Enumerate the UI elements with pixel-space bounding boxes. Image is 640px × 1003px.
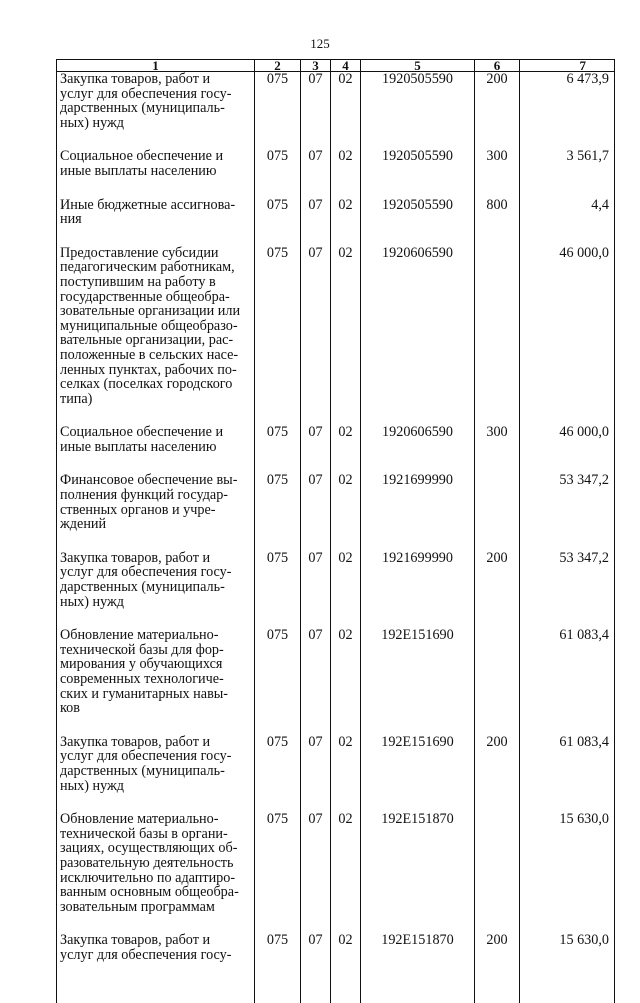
row-expense-type xyxy=(475,628,520,735)
row-expense-type xyxy=(475,246,520,426)
row-name-cell xyxy=(57,246,255,426)
column-header-4: 4 xyxy=(331,60,361,72)
row-name-cell xyxy=(57,933,255,1002)
row-name-line: услуг для обеспечения госу- xyxy=(60,748,232,765)
row-ministry-code: 075 xyxy=(255,246,301,426)
row-name-line: зовательные организации или xyxy=(60,303,241,320)
column-header-7: 7 xyxy=(520,60,615,72)
row-name-line: педагогическим работникам, xyxy=(60,259,235,276)
row-expense-type: 300 xyxy=(475,425,520,473)
row-amount: 46 000,0 xyxy=(520,425,615,473)
row-ministry-code: 075 xyxy=(255,473,301,550)
row-target-article: 1921699990 xyxy=(361,473,475,550)
row-expense-type: 200 xyxy=(475,551,520,628)
row-ministry-code: 075 xyxy=(255,628,301,735)
row-name-cell xyxy=(57,473,255,550)
row-subsection-code: 02 xyxy=(331,551,361,628)
row-name-line: технической базы для фор- xyxy=(60,641,224,658)
row-name-line: Социальное обеспечение и xyxy=(60,424,224,441)
row-expense-type xyxy=(475,812,520,933)
row-name-line: ванным основным общеобра- xyxy=(60,884,239,901)
row-target-article: 1920505590 xyxy=(361,198,475,246)
row-name-line: технической базы в органи- xyxy=(60,825,228,842)
table-row xyxy=(57,735,615,812)
row-name-line: ских и гуманитарных навы- xyxy=(60,685,229,702)
row-name-cell xyxy=(57,812,255,933)
table-row xyxy=(57,425,615,473)
row-name-cell xyxy=(57,72,255,150)
row-name-line: услуг для обеспечения госу- xyxy=(60,564,232,581)
row-subsection-code: 02 xyxy=(331,628,361,735)
page-number: 125 xyxy=(310,36,330,51)
row-name-line: услуг для обеспечения госу- xyxy=(60,85,232,102)
column-header-6: 6 xyxy=(475,60,520,72)
table-header-row xyxy=(57,60,615,72)
row-expense-type: 200 xyxy=(475,933,520,1002)
table-row xyxy=(57,628,615,735)
row-target-article: 1920505590 xyxy=(361,149,475,197)
row-expense-type: 800 xyxy=(475,198,520,246)
row-name-line: Социальное обеспечение и xyxy=(60,148,224,165)
row-ministry-code: 075 xyxy=(255,551,301,628)
row-name-line: ленных пунктах, рабочих по- xyxy=(60,361,237,378)
row-expense-type: 200 xyxy=(475,72,520,150)
column-header-3: 3 xyxy=(301,60,331,72)
row-amount: 53 347,2 xyxy=(520,551,615,628)
row-name-line: Обновление материально- xyxy=(60,627,219,644)
row-target-article: 1921699990 xyxy=(361,551,475,628)
row-name-line: разовательную деятельность xyxy=(60,854,234,871)
row-section-code: 07 xyxy=(301,735,331,812)
row-amount: 4,4 xyxy=(520,198,615,246)
row-target-article: 1920606590 xyxy=(361,246,475,426)
row-name-line: положенные в сельских насе- xyxy=(60,346,239,363)
row-name-cell xyxy=(57,628,255,735)
row-name-cell xyxy=(57,425,255,473)
row-amount: 53 347,2 xyxy=(520,473,615,550)
row-name-line: селках (поселках городского xyxy=(60,376,233,393)
row-section-code: 07 xyxy=(301,933,331,1002)
row-expense-type xyxy=(475,473,520,550)
row-ministry-code: 075 xyxy=(255,198,301,246)
row-name-line: ных) нужд xyxy=(60,777,125,794)
row-name-line: ственных органов и учре- xyxy=(60,501,216,518)
row-name-line: ков xyxy=(60,700,80,717)
row-name-line: Закупка товаров, работ и xyxy=(60,549,211,566)
column-header-2: 2 xyxy=(255,60,301,72)
row-target-article: 192E151690 xyxy=(361,628,475,735)
row-subsection-code: 02 xyxy=(331,812,361,933)
table-row xyxy=(57,933,615,1002)
row-subsection-code: 02 xyxy=(331,933,361,1002)
budget-table xyxy=(56,59,615,1003)
row-name-line: иные выплаты населению xyxy=(60,438,217,455)
row-section-code: 07 xyxy=(301,812,331,933)
row-target-article: 1920505590 xyxy=(361,72,475,150)
table-row xyxy=(57,246,615,426)
row-name-cell xyxy=(57,198,255,246)
table-body xyxy=(57,72,615,1003)
row-name-line: современных технологиче- xyxy=(60,671,224,687)
row-name-line: Иные бюджетные ассигнова- xyxy=(60,196,236,213)
row-ministry-code: 075 xyxy=(255,72,301,150)
row-name-cell xyxy=(57,149,255,197)
row-name-line: поступившим на работу в xyxy=(60,273,216,290)
table-row xyxy=(57,473,615,550)
row-ministry-code: 075 xyxy=(255,933,301,1002)
row-name-line: дарственных (муниципаль- xyxy=(60,100,225,117)
row-section-code: 07 xyxy=(301,149,331,197)
row-section-code: 07 xyxy=(301,628,331,735)
row-name-line: типа) xyxy=(60,390,93,407)
row-subsection-code: 02 xyxy=(331,72,361,150)
row-subsection-code: 02 xyxy=(331,198,361,246)
row-name-line: Закупка товаров, работ и xyxy=(60,71,211,87)
row-name-line: муниципальные общеобразо- xyxy=(60,317,238,334)
row-name-line: услуг для обеспечения госу- xyxy=(60,946,232,963)
row-amount: 3 561,7 xyxy=(520,149,615,197)
row-name-cell xyxy=(57,735,255,812)
row-ministry-code: 075 xyxy=(255,425,301,473)
row-name-line: дарственных (муниципаль- xyxy=(60,762,225,779)
row-ministry-code: 075 xyxy=(255,812,301,933)
row-name-line: вательные организации, рас- xyxy=(60,332,234,349)
table-row xyxy=(57,551,615,628)
row-name-line: зациях, осуществляющих об- xyxy=(60,840,238,857)
column-header-1: 1 xyxy=(57,60,255,72)
row-amount: 15 630,0 xyxy=(520,812,615,933)
row-name-line: мирования у обучающихся xyxy=(60,656,223,673)
row-name-line: Обновление материально- xyxy=(60,811,219,828)
row-name-line: исключительно по адаптиро- xyxy=(60,869,236,886)
row-target-article: 192E151690 xyxy=(361,735,475,812)
row-name-line: Закупка товаров, работ и xyxy=(60,733,211,750)
row-amount: 61 083,4 xyxy=(520,735,615,812)
row-section-code: 07 xyxy=(301,551,331,628)
row-subsection-code: 02 xyxy=(331,473,361,550)
row-subsection-code: 02 xyxy=(331,425,361,473)
row-section-code: 07 xyxy=(301,425,331,473)
row-section-code: 07 xyxy=(301,198,331,246)
row-name-line: иные выплаты населению xyxy=(60,162,217,179)
row-target-article: 1920606590 xyxy=(361,425,475,473)
row-section-code: 07 xyxy=(301,246,331,426)
row-name-line: ждений xyxy=(60,516,107,533)
row-target-article: 192E151870 xyxy=(361,812,475,933)
row-name-line: полнения функций государ- xyxy=(60,487,229,504)
row-name-cell xyxy=(57,551,255,628)
row-subsection-code: 02 xyxy=(331,246,361,426)
table-row xyxy=(57,149,615,197)
row-target-article: 192E151870 xyxy=(361,933,475,1002)
table-row xyxy=(57,72,615,150)
row-amount: 6 473,9 xyxy=(520,72,615,150)
row-section-code: 07 xyxy=(301,473,331,550)
row-name-line: ных) нужд xyxy=(60,114,125,131)
row-subsection-code: 02 xyxy=(331,149,361,197)
table-row xyxy=(57,198,615,246)
row-name-line: Финансовое обеспечение вы- xyxy=(60,472,238,489)
table-row xyxy=(57,812,615,933)
row-name-line: ных) нужд xyxy=(60,593,125,610)
row-amount: 46 000,0 xyxy=(520,246,615,426)
column-header-5: 5 xyxy=(361,60,475,72)
row-amount: 61 083,4 xyxy=(520,628,615,735)
row-expense-type: 300 xyxy=(475,149,520,197)
row-name-line: ния xyxy=(60,211,82,228)
row-name-line: государственные общеобра- xyxy=(60,288,230,305)
row-name-line: Закупка товаров, работ и xyxy=(60,932,211,949)
row-expense-type: 200 xyxy=(475,735,520,812)
row-name-line: Предоставление субсидии xyxy=(60,244,219,261)
row-name-line: дарственных (муниципаль- xyxy=(60,579,225,596)
row-section-code: 07 xyxy=(301,72,331,150)
row-amount: 15 630,0 xyxy=(520,933,615,1002)
row-subsection-code: 02 xyxy=(331,735,361,812)
row-ministry-code: 075 xyxy=(255,149,301,197)
row-ministry-code: 075 xyxy=(255,735,301,812)
row-name-line: зовательным программам xyxy=(60,898,215,915)
